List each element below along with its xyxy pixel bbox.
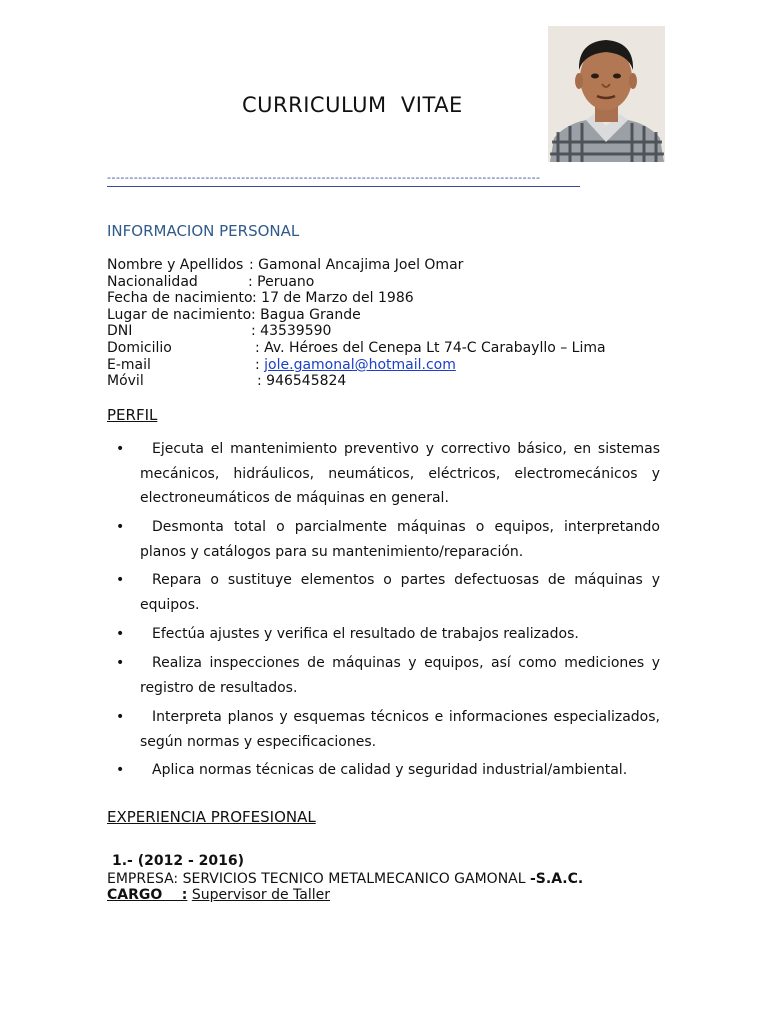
perfil-item: Repara o sustituye elementos o partes defectuosas de máquinas y equipos. [140, 572, 660, 613]
info-label: Móvil [107, 373, 144, 389]
section-heading-informacion-personal: INFORMACION PERSONAL [107, 222, 300, 240]
section-heading-perfil: PERFIL [107, 406, 158, 424]
profile-photo [548, 26, 665, 162]
info-value: : Gamonal Ancajima Joel Omar [249, 257, 464, 273]
info-label: Fecha de nacimiento [107, 290, 253, 306]
perfil-item: Realiza inspecciones de máquinas y equipos, así como mediciones y registro de resultados. [140, 655, 660, 696]
info-label: Domicilio [107, 340, 172, 356]
company-name: SERVICIOS TECNICO METALMECANICO GAMONAL [182, 871, 530, 887]
info-row-lugar-nacimiento [107, 307, 361, 324]
divider-line: ------------------------------------------------------------------------------------------------- [107, 172, 580, 187]
perfil-item: Ejecuta el mantenimiento preventivo y correctivo básico, en sistemas mecánicos, hidráulicos, neumáticos, eléctricos, electromecánicos y electroneumáticos de máquinas en general. [140, 441, 660, 506]
info-label: DNI [107, 323, 133, 339]
company-suffix: -S.A.C. [530, 871, 584, 887]
info-value: : Bagua Grande [251, 307, 361, 323]
info-row-nacionalidad [107, 274, 315, 291]
bullet-icon: • [116, 709, 125, 725]
info-label: Lugar de nacimiento [107, 307, 252, 323]
info-row-nombre [107, 257, 464, 274]
email-link[interactable]: jole.gamonal@hotmail.com [264, 357, 456, 373]
bullet-icon: • [116, 626, 125, 642]
info-value: : Peruano [248, 274, 315, 290]
info-row-email [107, 357, 456, 374]
info-value: : 43539590 [251, 323, 332, 339]
bullet-icon: • [116, 519, 125, 535]
job-company [107, 871, 583, 887]
perfil-item: Aplica normas técnicas de calidad y seguridad industrial/ambiental. [152, 762, 628, 778]
info-row-domicilio [107, 340, 606, 357]
perfil-item: Efectúa ajustes y verifica el resultado de trabajos realizados. [152, 626, 579, 642]
bullet-icon: • [116, 441, 125, 457]
bullet-icon: • [116, 655, 125, 671]
info-value: : Av. Héroes del Cenepa Lt 74-C Carabayllo – Lima [255, 340, 606, 356]
company-label: EMPRESA: [107, 871, 183, 887]
portrait-image [548, 26, 665, 162]
info-value: : jole.gamonal@hotmail.com [255, 357, 456, 373]
info-label: Nacionalidad [107, 274, 198, 290]
info-label: Nombre y Apellidos [107, 257, 244, 273]
job-position [107, 887, 330, 903]
section-heading-experiencia: EXPERIENCIA PROFESIONAL [107, 808, 316, 826]
info-label: E-mail [107, 357, 151, 373]
bullet-icon: • [116, 572, 125, 588]
bullet-icon: • [116, 762, 125, 778]
info-value: : 17 de Marzo del 1986 [252, 290, 414, 306]
position-label: CARGO : [107, 887, 188, 903]
info-value: : 946545824 [257, 373, 347, 389]
info-row-dni [107, 323, 332, 340]
info-row-fecha-nacimiento [107, 290, 414, 307]
perfil-item: Desmonta total o parcialmente máquinas o equipos, interpretando planos y catálogos para su mantenimiento/reparación. [140, 519, 660, 560]
document-title: CURRICULUM VITAE [242, 93, 463, 117]
job-period: 1.- (2012 - 2016) [112, 853, 245, 869]
info-row-movil [107, 373, 347, 390]
perfil-item: Interpreta planos y esquemas técnicos e informaciones especializados, según normas y especificaciones. [140, 709, 660, 750]
position-value: Supervisor de Taller [191, 887, 331, 903]
